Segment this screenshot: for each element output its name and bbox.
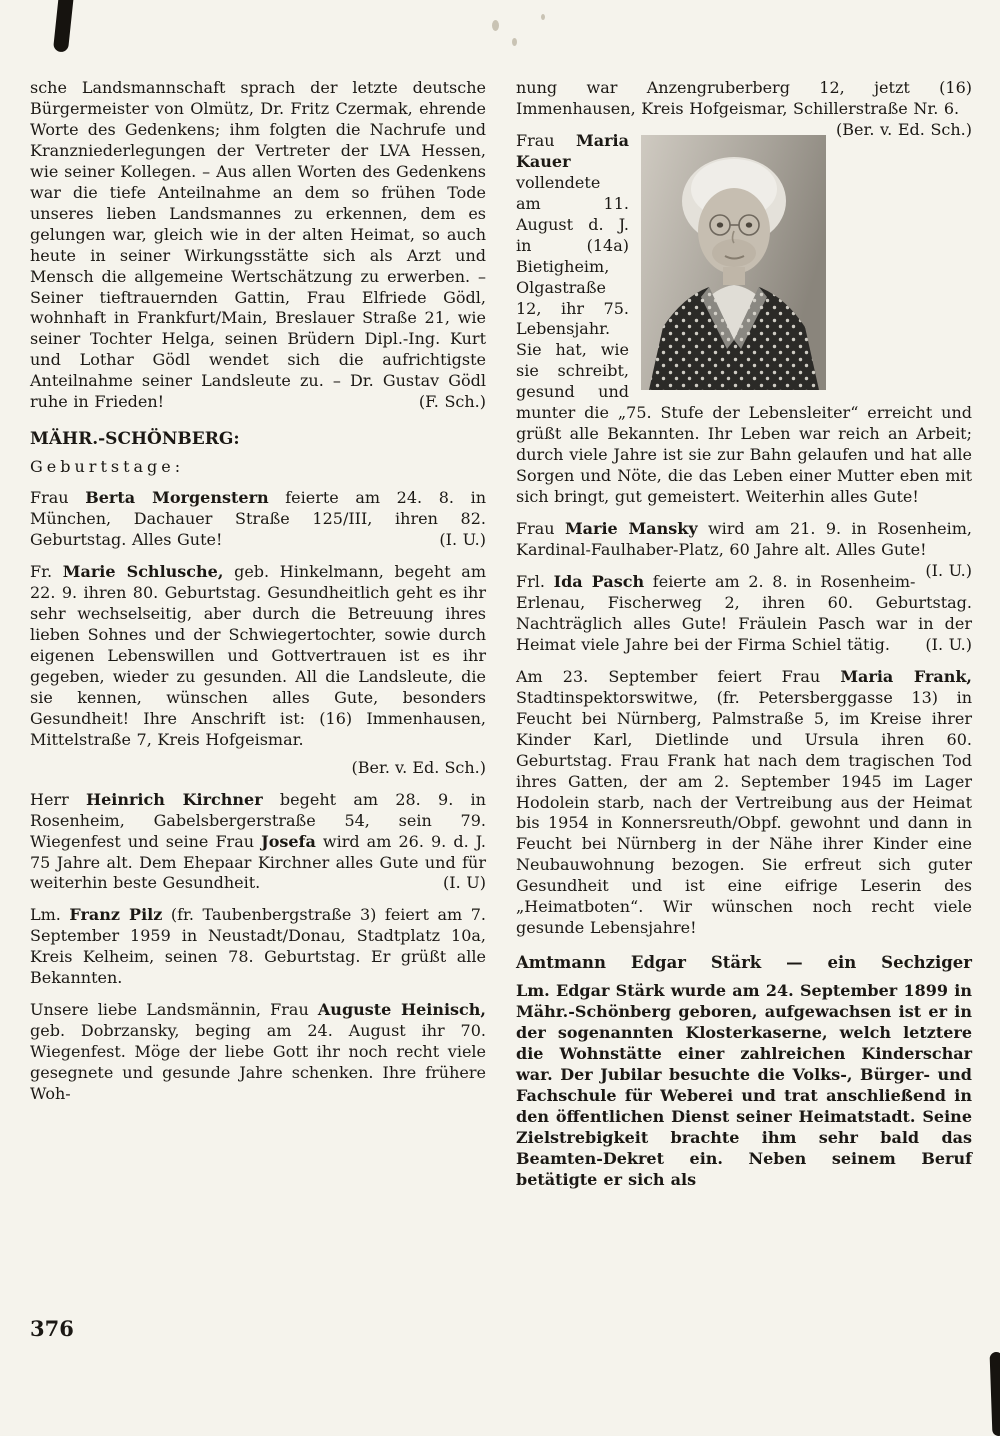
section-heading-maehr-schoenberg: MÄHR.-SCHÖNBERG: <box>30 429 240 450</box>
birthday-heinisch-continuation-paragraph <box>516 78 972 139</box>
paragraph-text: Am 23. September feiert Frau Maria Frank, Stadtinspektorswitwe, (fr. Petersberggasse 13) in Feucht bei Nürnberg, Palmstraße 5, im Kreise ihrer Kinder Karl, Dietlinde und Ursula ihren 60. Geburtstag. Frau Frank hat nach dem tragischen Tod ihres Gatten, der am 2. September 1945 im Lager Hodolein starb, nach der Vertreibung aus der Heimat bis 1954 in Konnersreuth/Obpf. gewohnt und dann in Feucht bei Nürnberg in der Nähe ihrer Kinder eine Neubauwohnung bezogen. Sie erfreut sich guter Gesundheit und ist eine eifrige Leserin des „Heimatboten“. Wir wünschen noch recht viele gesunde Lebensjahre! <box>516 666 972 938</box>
attribution: (I. U.) <box>925 560 972 580</box>
scan-speck <box>492 20 499 31</box>
paragraph-text: Frau Marie Mansky wird am 21. 9. in Rosenheim, Kardinal-Faulhaber-Platz, 60 Jahre alt. Alles Gute! <box>516 519 972 560</box>
birthday-heinisch-paragraph <box>30 1000 486 1105</box>
birthday-morgenstern-paragraph <box>30 488 486 551</box>
paragraph-text: Frau Berta Morgenstern feierte am 24. 8. in München, Dachauer Straße 125/III, ihren 82. Geburtstag. Alles Gute! <box>30 488 487 550</box>
paragraph-text: Unsere liebe Landsmännin, Frau Auguste Heinisch, geb. Dobrzansky, beging am 24. August ihr 70. Wiegenfest. Möge der liebe Gott ihr noch recht viele gesegnete und gesunde Jahre schenken. Ihre frühere Woh- <box>30 1000 486 1104</box>
attribution: (I. U.) <box>439 530 486 550</box>
obituary-goedl-paragraph <box>30 78 486 413</box>
portrait-photo-maria-kauer <box>641 135 826 390</box>
birthday-schlusche-paragraph <box>30 562 486 751</box>
paragraph-text: Lm. Franz Pilz (fr. Taubenbergstraße 3) feiert am 7. September 1959 in Neustadt/Donau, Stadtplatz 10a, Kreis Kelheim, seinen 78. Geburtstag. Er grüßt alle Bekannten. <box>30 905 487 988</box>
birthday-frank-paragraph <box>516 667 972 939</box>
birthday-pasch-paragraph <box>516 572 972 656</box>
birthday-pilz-paragraph <box>30 905 486 989</box>
birthday-kirchner-paragraph <box>30 790 486 895</box>
two-column-layout <box>30 78 972 1202</box>
birthday-kauer-paragraph <box>516 131 972 508</box>
attribution: (Ber. v. Ed. Sch.) <box>836 119 972 139</box>
attribution: (I. U) <box>443 873 486 893</box>
article-heading-staerk: Amtmann Edgar Stärk — ein Sechziger <box>516 953 972 973</box>
left-column <box>30 78 486 1202</box>
scan-artifact-top-left <box>53 0 74 53</box>
attribution: (I. U.) <box>925 634 972 654</box>
birthday-mansky-paragraph <box>516 519 972 580</box>
paragraph-text: Frl. Ida Pasch feierte am 2. 8. in Rosenheim-Erlenau, Fischerweg 2, ihren 60. Geburtstag. Nachträglich alles Gute! Fräulein Pasch war in der Heimat viele Jahre bei der Firma Schiel tätig. <box>516 571 972 654</box>
portrait-photo-illustration <box>641 135 826 390</box>
article-staerk-paragraph <box>516 981 972 1191</box>
credit-line: (Ber. v. Ed. Sch.) <box>351 757 486 777</box>
paragraph-text: Lm. Edgar Stärk wurde am 24. September 1899 in Mähr.-Schönberg geboren, aufgewachsen ist er in der sogenannten Klosterkaserne, welch letztere die Wohnstätte einer zahlreichen Kinderschar war. Der Jubilar besuchte die Volks-, Bürger- und Fachschule für Weberei und trat anschließend in den öffentlichen Dienst seiner Heimatstadt. Seine Zielstrebigkeit brachte ihm sehr bald das Beamten-Dekret ein. Neben seinem Beruf betätigte er sich als <box>516 981 972 1189</box>
sub-heading-geburtstage: Geburtstage: <box>30 457 185 477</box>
paragraph-text: sche Landsmannschaft sprach der letzte deutsche Bürgermeister von Olmütz, Dr. Fritz Czermak, ehrende Worte des Gedenkens; ihm folgten die Nachrufe und Kranzniederlegungen der Vertreter der LVA Hessen, wie seiner Kollegen. – Aus allen Worten des Gedenkens war die tiefe Anteilnahme an dem so frühen Tode unseres lieben Landsmannes zu erkennen, dem es gelungen war, gleich wie in der alten Heimat, so auch heute in seiner Wirkungsstätte sich als Arzt und Mensch die allgemeine Wertschätzung zu erwerben. – Seiner tieftrauernden Gattin, Frau Elfriede Gödl, wohnhaft in Frankfurt/Main, Breslauer Straße 21, wie seiner Tochter Helga, seinen Brüdern Dipl.-Ing. Kurt und Lothar Gödl wendet sich die aufrichtigste Anteilnahme seiner Landsleute zu. – Dr. Gustav Gödl ruhe in Frieden! <box>30 78 486 412</box>
scan-artifact-bottom-right <box>990 1352 1000 1436</box>
scan-speck <box>512 38 517 46</box>
paragraph-text: Herr Heinrich Kirchner begeht am 28. 9. in Rosenheim, Gabelsbergerstraße 54, sein 79. Wiegenfest und seine Frau Josefa wird am 26. 9. d. J. 75 Jahre alt. Dem Ehepaar Kirchner alles Gute und für weiterhin beste Gesundheit. <box>30 789 486 893</box>
paragraph-text: Fr. Marie Schlusche, geb. Hinkelmann, begeht am 22. 9. ihren 80. Geburtstag. Gesundheitlich geht es ihr sehr wechselseitig, aber durch die Betreuung ihres lieben Sohnes und der Schwiegertochter, sowie durch eigenen Lebenswillen und Gottvertrauen ist es ihr gegeben, wieder zu gesunden. All die Landsleute, die sie kennen, wünschen alles Gute, besonders Gesundheit! Ihre Anschrift ist: (16) Immenhausen, Mittelstraße 7, Kreis Hofgeismar. <box>30 562 487 749</box>
scan-speck <box>541 14 545 20</box>
attribution: (F. Sch.) <box>418 392 486 412</box>
right-column <box>516 78 972 1202</box>
paragraph-text: Frau Maria Kauer vollendete am 11. August d. J. in (14a) Bietigheim, Olgastraße 12, ihr 75. Lebensjahr. Sie hat, wie sie schreibt, gesund und munter die „75. Stufe der Lebensleiter“ erreicht und grüßt alle Bekannten. Ihr Leben war reich an Arbeit; durch viele Jahre ist sie zur Bahn gelaufen und hat alle Sorgen und Nöte, die das Leben einer Mutter eben mit sich bringt, gut gemeistert. Weiterhin alles Gute! <box>516 130 972 507</box>
paragraph-text: nung war Anzengruberberg 12, jetzt (16) Immenhausen, Kreis Hofgeismar, Schillerstraße Nr. 6. <box>516 78 972 118</box>
page-number: 376 <box>30 1316 74 1341</box>
